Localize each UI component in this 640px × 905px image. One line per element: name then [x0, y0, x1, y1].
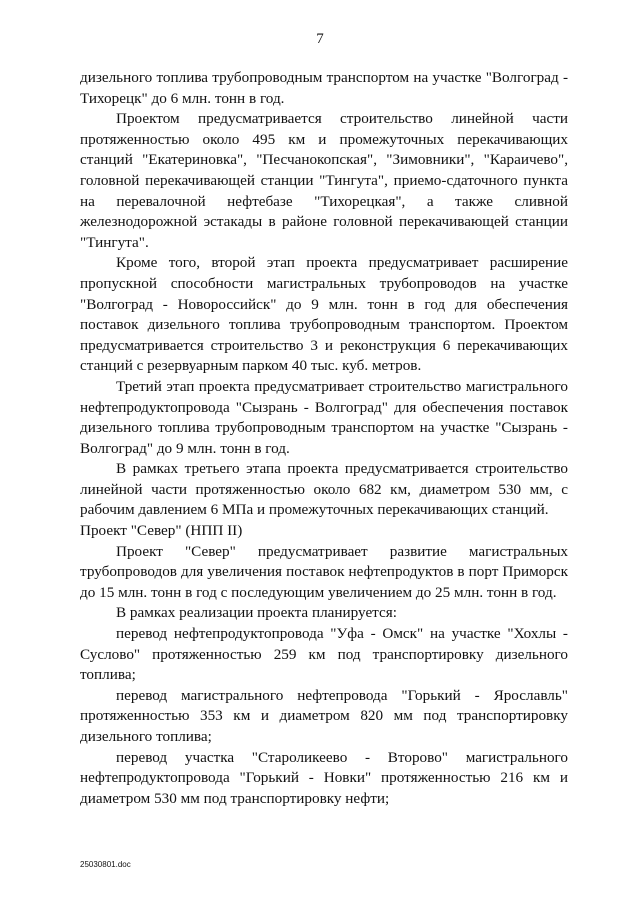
- list-item: перевод магистрального нефтепровода "Горький - Ярославль" протяженностью 353 км и диаметром 820 мм под транспортировку дизельного топлива;: [80, 686, 568, 745]
- document-body: [80, 68, 568, 809]
- list-item: перевод участка "Староликеево - Второво" магистрального нефтепродуктопровода "Горький - Новки" протяженностью 216 км и диаметром 530 мм под транспортировку нефти;: [80, 748, 568, 807]
- footer-file-code: 25030801.doc: [80, 860, 131, 869]
- paragraph: В рамках реализации проекта планируется:: [116, 604, 397, 622]
- paragraph: Проектом предусматривается строительство линейной части протяженностью около 495 км и промежуточных перекачивающих станций "Екатериновка", "Песчанокопская", "Зимовники", "Караичево", головной перекачивающей станции "Тингута", приемо-сдаточного пункта на перевалочной нефтебазе "Тихорецкая", а также сливной железнодорожной эстакады в районе головной перекачивающей станции "Тингута".: [80, 110, 568, 251]
- paragraph: Третий этап проекта предусматривает строительство магистрального нефтепродуктопровода "Сызрань - Волгоград" для обеспечения поставок дизельного топлива трубопроводным транспортом на участке "Сызрань - Волгоград" до 9 млн. тонн в год.: [80, 377, 568, 457]
- section-heading: Проект "Север" (НПП II): [80, 522, 243, 540]
- paragraph: дизельного топлива трубопроводным транспортом на участке "Волгоград - Тихорецк" до 6 млн. тонн в год.: [80, 69, 568, 107]
- page-number: 7: [316, 31, 324, 47]
- paragraph: Проект "Север" предусматривает развитие магистральных трубопроводов для увеличения поставок нефтепродуктов в порт Приморск до 15 млн. тонн в год с последующим увеличением до 25 млн. тонн в год.: [80, 542, 568, 601]
- paragraph: Кроме того, второй этап проекта предусматривает расширение пропускной способности магистральных трубопроводов на участке "Волгоград - Новороссийск" до 9 млн. тонн в год для обеспечения поставок дизельного топлива трубопроводным транспортом. Проектом предусматривается строительство 3 и реконструкция 6 перекачивающих станций с резервуарным парком 40 тыс. куб. метров.: [80, 254, 568, 375]
- list-item: перевод нефтепродуктопровода "Уфа - Омск" на участке "Хохлы - Суслово" протяженностью 259 км под транспортировку дизельного топлива;: [80, 625, 568, 684]
- paragraph: В рамках третьего этапа проекта предусматривается строительство линейной части протяженностью около 682 км, диаметром 530 мм, с рабочим давлением 6 МПа и промежуточных перекачивающих станций.: [80, 460, 568, 519]
